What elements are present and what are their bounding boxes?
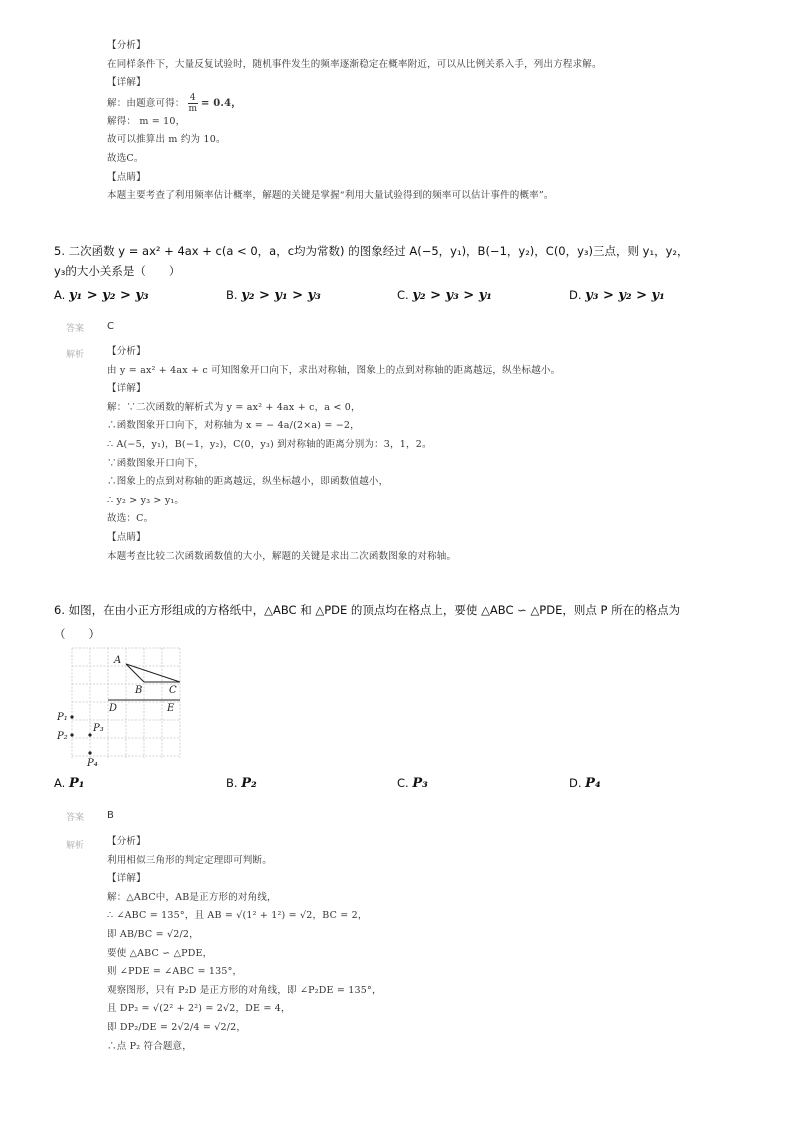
- q6-option-a[interactable]: A. P₁: [54, 776, 85, 791]
- q5-answer-label: 答案: [66, 324, 85, 334]
- q6-analysis-line: 即 DP₂/DE = 2√2/4 = √2/2，: [107, 1021, 247, 1033]
- q6-analysis: [107, 833, 382, 1056]
- q5-analysis-label: 解析: [66, 350, 85, 360]
- q6-analysis-line: 【分析】: [107, 836, 146, 847]
- q6-analysis-line: 观察图形，只有 P₂D 是正方形的对角线，即 ∠P₂DE = 135°，: [107, 984, 382, 996]
- q6-analysis-line: 要使 △ABC ∽ △PDE，: [107, 947, 213, 959]
- q5-stem-line1: 5. 二次函数 y = ax² + 4ax + c(a < 0，a，c均为常数) 的图象经过 A(−5，y₁)，B(−1，y₂)，C(0，y₃)三点，则 y₁，y₂，: [54, 244, 689, 258]
- q5-analysis-line: ∴ A(−5，y₁)，B(−1，y₂)，C(0，y₃) 到对称轴的距离分别为：3，1，2。: [107, 438, 432, 450]
- label-a: A: [114, 655, 122, 666]
- q5-analysis-line: ∴函数图象开口向下，对称轴为 x = − 4a/(2×a) = −2，: [107, 420, 360, 432]
- q6-analysis-line: ∴ ∠ABC = 135°，且 AB = √(1² + 1²) = √2，BC = 2，: [107, 910, 368, 922]
- q5-analysis-line: ∴图象上的点到对称轴的距离越远，纵坐标越小，即函数值越小，: [107, 476, 389, 488]
- q4-fraction: $\frac{4}{m}$: [188, 92, 198, 114]
- q4-line: 解得： m = 10，: [107, 115, 186, 127]
- q6-stem-line1: 6. 如图，在由小正方形组成的方格纸中，△ABC 和 △PDE 的顶点均在格点上，要使 △ABC ∽ △PDE，则点 P 所在的格点为: [54, 603, 681, 617]
- label-d: D: [109, 703, 118, 714]
- q5-option-d[interactable]: D. y₃ > y₂ > y₁: [569, 288, 665, 303]
- label-p4: P₄: [87, 758, 98, 769]
- q6-stem-line2: （ ）: [54, 627, 100, 641]
- q5-option-c[interactable]: C. y₂ > y₃ > y₁: [397, 288, 492, 303]
- q4-line: 故可以推算出 m 约为 10。: [107, 134, 226, 146]
- q5-answer-value: C: [107, 321, 114, 332]
- q6-stem: [54, 602, 754, 642]
- label-e: E: [167, 703, 175, 714]
- q6-analysis-line: 且 DP₂ = √(2² + 2²) = 2√2，DE = 4，: [107, 1003, 291, 1015]
- point-p1: [70, 715, 73, 718]
- q4-solution: [107, 37, 602, 206]
- q5-analysis-line: 【详解】: [107, 383, 146, 395]
- q4-line: 在同样条件下，大量反复试验时，随机事件发生的频率逐渐稳定在概率附近，可以从比例关系入手，列出方程求解。: [107, 58, 602, 70]
- q4-line: 【点睛】: [107, 171, 146, 183]
- q5-stem-line2: y₃的大小关系是（ ）: [54, 264, 181, 278]
- label-p2: P₂: [57, 731, 68, 742]
- q4-line: 【详解】: [107, 77, 146, 89]
- q5-option-b[interactable]: B. y₂ > y₁ > y₃: [226, 288, 321, 303]
- q6-option-c[interactable]: C. P₃: [397, 776, 428, 791]
- label-p1: P₁: [57, 712, 68, 723]
- q5-option-a[interactable]: A. y₁ > y₂ > y₃: [54, 288, 149, 303]
- q5-analysis-line: 解：∵二次函数的解析式为 y = ax² + 4ax + c，a < 0，: [107, 401, 361, 413]
- q4-line: 【分析】: [107, 40, 146, 51]
- label-c: C: [169, 685, 177, 696]
- triangle-abc: [126, 664, 180, 682]
- q5-analysis-line: 【点睛】: [107, 531, 146, 543]
- q5-analysis-line: ∴ y₂ > y₃ > y₁。: [107, 494, 185, 506]
- q4-line: 本题主要考查了利用频率估计概率，解题的关键是掌握“利用大量试验得到的频率可以估计事件的概率”。: [107, 190, 554, 202]
- q6-answer-label: 答案: [66, 813, 85, 823]
- q6-option-d[interactable]: D. P₄: [569, 776, 601, 791]
- q4-line: 故选C。: [107, 152, 144, 164]
- q6-analysis-line: 利用相似三角形的判定定理即可判断。: [107, 854, 272, 866]
- q5-analysis: [107, 343, 560, 566]
- q5-analysis-line: ∵函数图象开口向下，: [107, 457, 205, 469]
- q4-line: 解：由题意可得： $\frac{4}{m}$ = 0.4，: [107, 92, 242, 114]
- q6-answer-value: B: [107, 810, 114, 821]
- point-p4: [88, 751, 91, 754]
- q5-analysis-line: 【分析】: [107, 346, 146, 357]
- point-p2: [70, 733, 73, 736]
- q5-analysis-line: 故选：C。: [107, 513, 154, 525]
- label-b: B: [135, 685, 143, 696]
- q6-analysis-line: 则 ∠PDE = ∠ABC = 135°，: [107, 966, 243, 978]
- q6-analysis-line: 解：△ABC中，AB是正方形的对角线，: [107, 891, 277, 903]
- q6-analysis-line: 【详解】: [107, 873, 146, 885]
- point-p3: [88, 733, 91, 736]
- q5-stem: [54, 243, 754, 279]
- label-p3: P₃: [93, 723, 104, 734]
- q6-grid-figure: [54, 640, 189, 770]
- q6-analysis-line: ∴点 P₂ 符合题意，: [107, 1040, 192, 1052]
- q5-analysis-line: 本题考查比较二次函数函数值的大小，解题的关键是求出二次函数图象的对称轴。: [107, 550, 457, 562]
- q6-option-b[interactable]: B. P₂: [226, 776, 257, 791]
- q6-analysis-label: 解析: [66, 841, 85, 851]
- q6-analysis-line: 即 AB/BC = √2/2，: [107, 928, 199, 940]
- q5-analysis-line: 由 y = ax² + 4ax + c 可知图象开口向下，求出对称轴，图象上的点到对称轴的距离越远，纵坐标越小。: [107, 364, 561, 376]
